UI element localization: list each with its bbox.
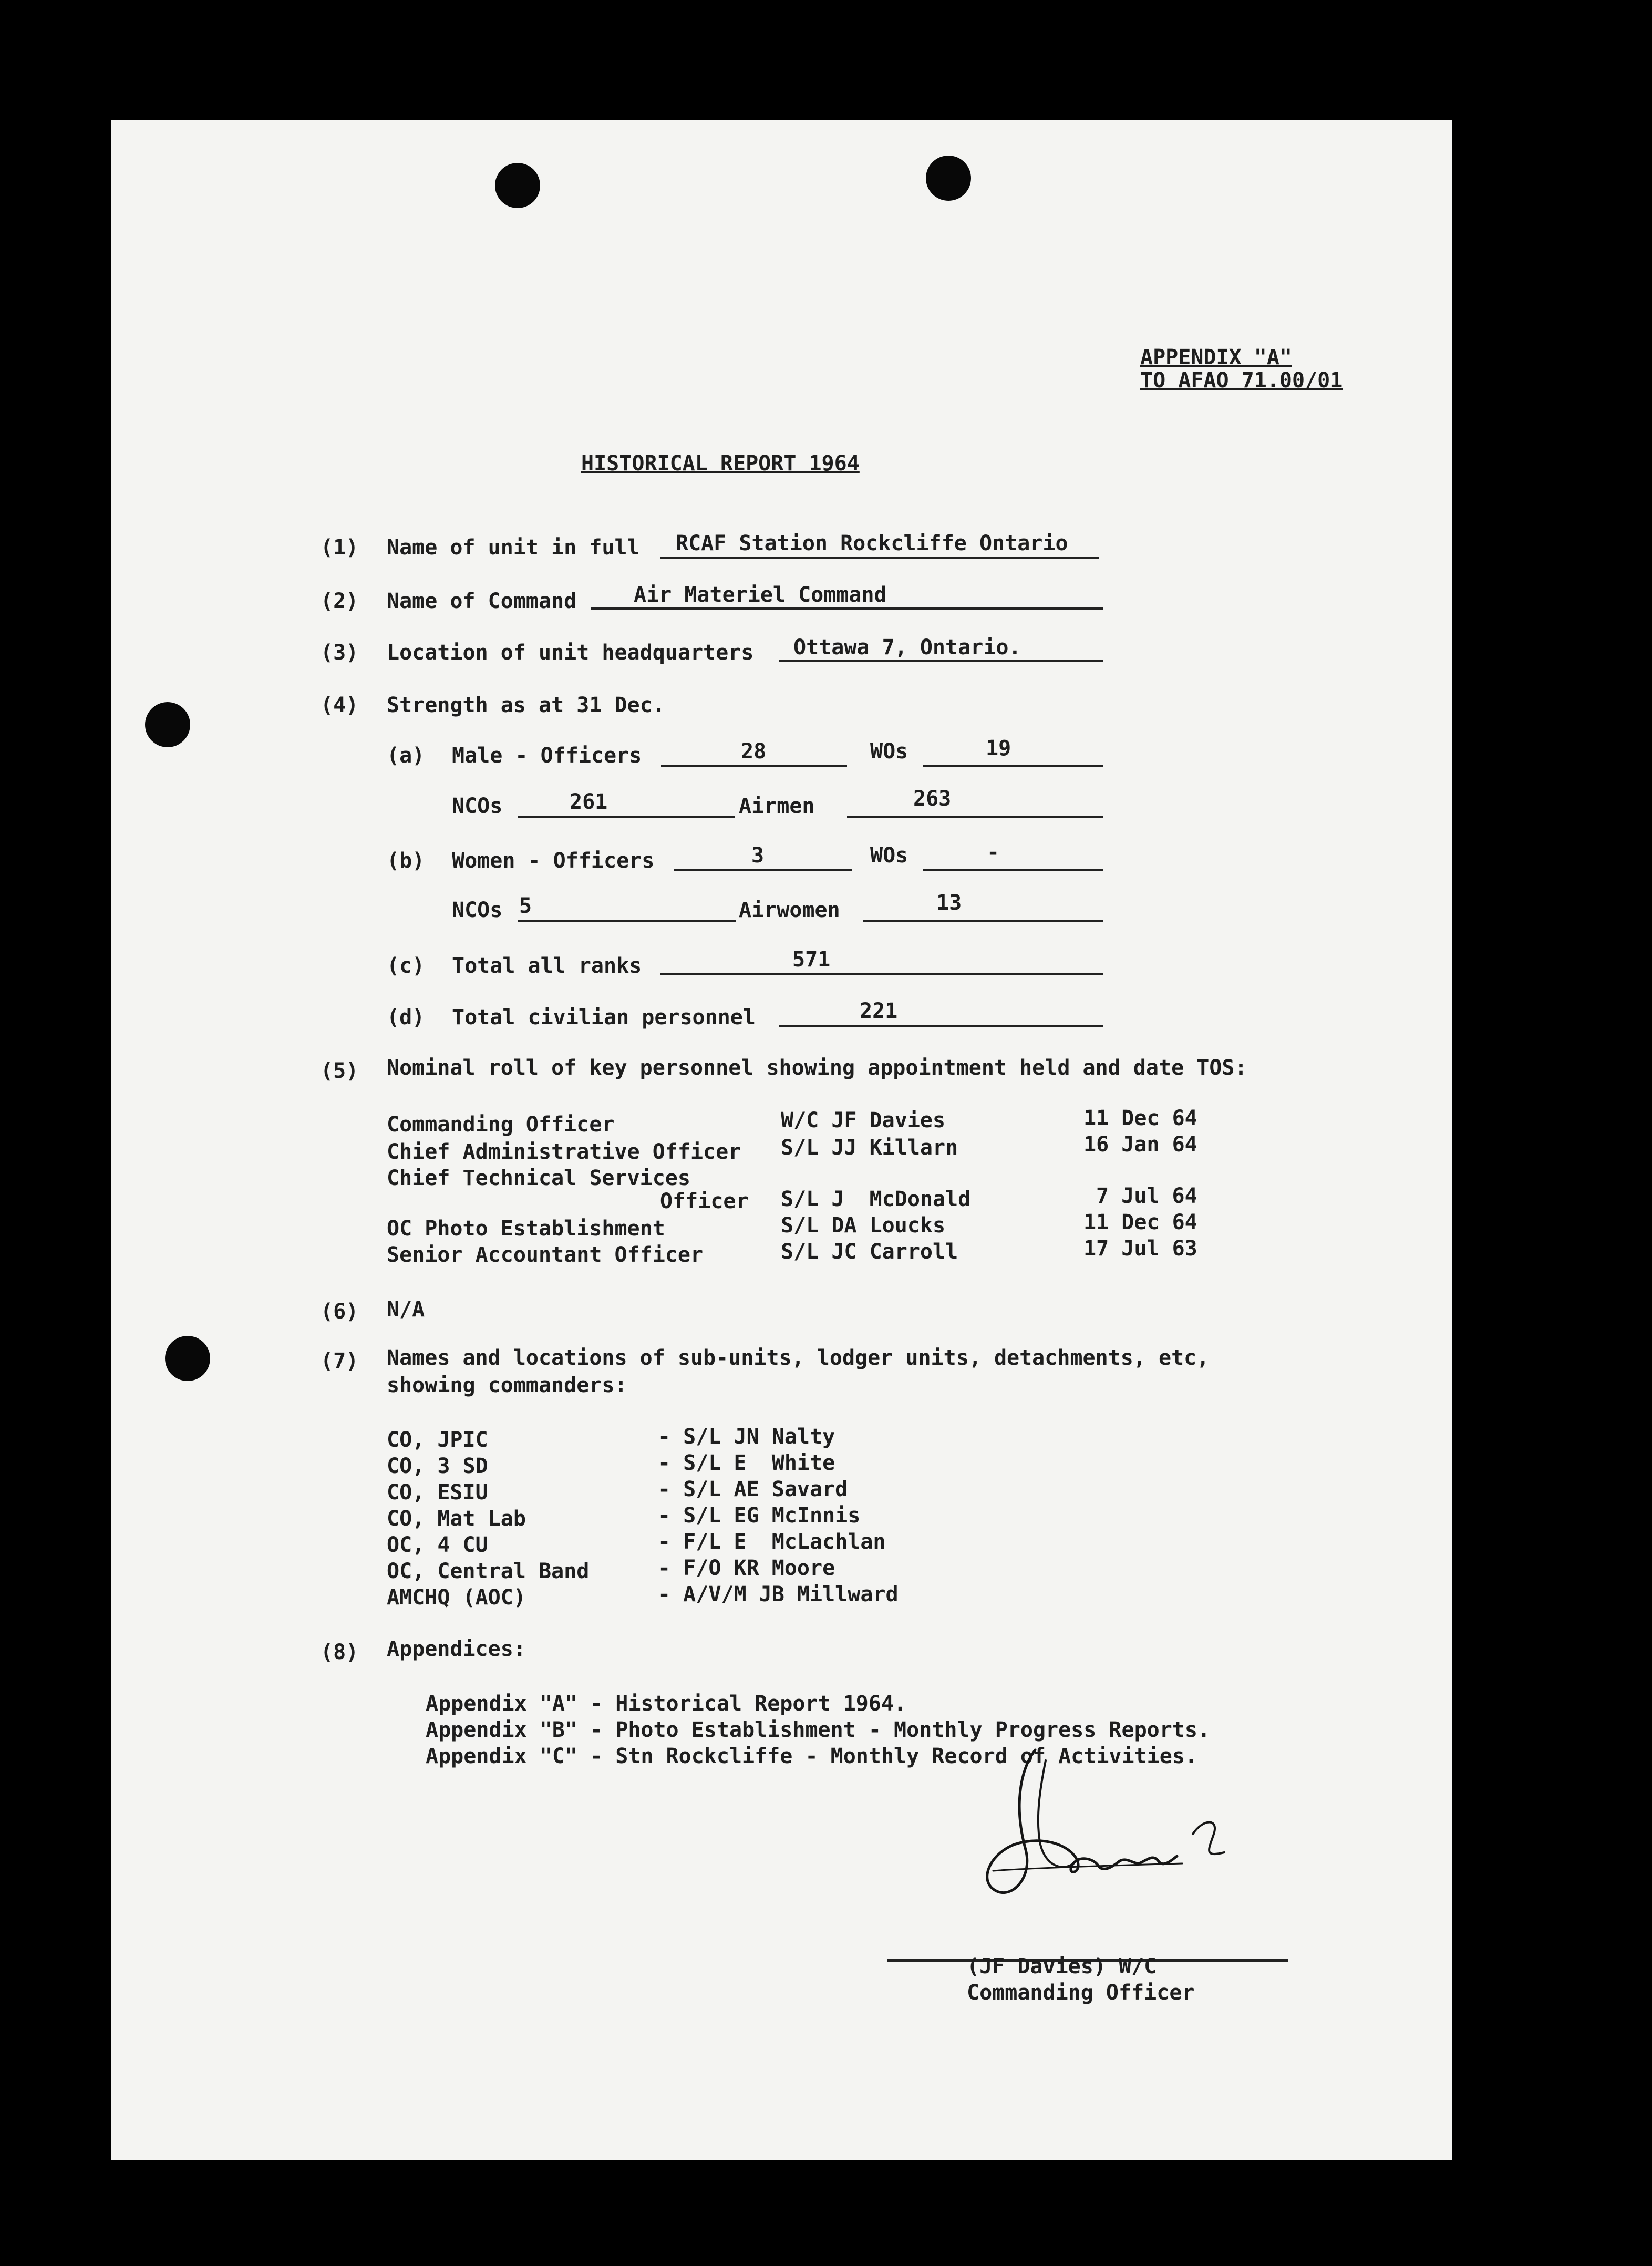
- field-underline: [518, 816, 735, 818]
- sub-item-label: (c): [387, 954, 425, 978]
- sub-unit-commander: - F/O KR Moore: [658, 1556, 835, 1580]
- handwritten-signature: [888, 1739, 1298, 1913]
- field-underline: [863, 920, 1103, 922]
- appointment-label: Chief Technical Services: [387, 1166, 690, 1190]
- appointment-label: OC Photo Establishment: [387, 1217, 665, 1241]
- item-number: (4): [321, 693, 359, 717]
- signatory-name: (JF Davies) W/C: [967, 1954, 1157, 1979]
- appendix-reference: TO AFAO 71.00/01: [1140, 368, 1343, 393]
- field-label: Total all ranks: [452, 954, 642, 978]
- sub-unit: AMCHQ (AOC): [387, 1585, 526, 1610]
- field-underline: [923, 869, 1103, 871]
- field-label: Name of unit in full: [387, 535, 640, 560]
- women-officers-value: 3: [751, 843, 765, 868]
- sub-unit: CO, Mat Lab: [387, 1507, 526, 1531]
- sub-unit: CO, JPIC: [387, 1428, 488, 1452]
- male-officers-value: 28: [741, 739, 767, 764]
- civilian-personnel-value: 221: [860, 999, 898, 1023]
- appointment-label: Commanding Officer: [387, 1113, 615, 1137]
- punch-hole: [165, 1336, 210, 1381]
- sub-unit: OC, Central Band: [387, 1559, 590, 1583]
- item-number: (6): [321, 1300, 359, 1324]
- field-underline: [779, 660, 1103, 662]
- field-label: WOs: [870, 843, 908, 868]
- location-value: Ottawa 7, Ontario.: [793, 635, 1021, 660]
- field-label: Women - Officers: [452, 849, 655, 873]
- field-label: Nominal roll of key personnel showing appointment held and date TOS:: [387, 1056, 1247, 1080]
- field-label: NCOs: [452, 898, 503, 922]
- report-title: HISTORICAL REPORT 1964: [581, 451, 860, 476]
- punch-hole: [495, 163, 540, 208]
- field-label: Strength as at 31 Dec.: [387, 693, 665, 717]
- punch-hole: [926, 156, 971, 201]
- item-number: (2): [321, 589, 359, 613]
- field-label: Appendices:: [387, 1637, 526, 1661]
- field-label: Location of unit headquarters: [387, 641, 754, 665]
- sub-unit-commander: - S/L E White: [658, 1451, 835, 1475]
- field-underline: [660, 557, 1099, 559]
- women-wos-value: -: [987, 840, 1000, 864]
- field-label: WOs: [870, 739, 908, 764]
- appendix-reference: APPENDIX "A": [1140, 345, 1292, 369]
- command-value: Air Materiel Command: [634, 583, 887, 607]
- sub-item-label: (a): [387, 744, 425, 768]
- unit-name-value: RCAF Station Rockcliffe Ontario: [676, 531, 1068, 555]
- item-number: (8): [321, 1640, 359, 1664]
- item-number: (3): [321, 641, 359, 665]
- sub-unit-commander: - S/L JN Nalty: [658, 1425, 835, 1449]
- field-underline: [674, 869, 852, 871]
- tos-date: 17 Jul 63: [1083, 1237, 1197, 1261]
- field-label: Airwomen: [739, 898, 840, 922]
- field-underline: [518, 920, 736, 922]
- sub-unit-commander: - A/V/M JB Millward: [658, 1582, 899, 1606]
- item-number: (1): [321, 535, 359, 560]
- appendix-item: Appendix "B" - Photo Establishment - Monthly Progress Reports.: [426, 1718, 1211, 1742]
- personnel-name: W/C JF Davies: [781, 1108, 946, 1132]
- sub-unit-commander: - S/L AE Savard: [658, 1477, 848, 1501]
- item-number: (5): [321, 1059, 359, 1083]
- field-label: Names and locations of sub-units, lodger units, detachments, etc,: [387, 1346, 1210, 1370]
- male-wos-value: 19: [986, 736, 1011, 760]
- tos-date: 7 Jul 64: [1096, 1184, 1197, 1208]
- field-underline: [847, 816, 1103, 818]
- field-underline: [661, 765, 847, 767]
- sub-unit: CO, ESIU: [387, 1480, 488, 1505]
- item-number: (7): [321, 1349, 359, 1373]
- appointment-label: Senior Accountant Officer: [387, 1243, 704, 1267]
- sub-unit: CO, 3 SD: [387, 1454, 488, 1478]
- tos-date: 11 Dec 64: [1083, 1106, 1197, 1130]
- field-label: Name of Command: [387, 589, 577, 613]
- field-underline: [591, 607, 1103, 610]
- sub-item-label: (d): [387, 1005, 425, 1029]
- airmen-value: 263: [913, 787, 952, 811]
- appointment-label: Officer: [660, 1189, 749, 1213]
- personnel-name: S/L JC Carroll: [781, 1240, 958, 1264]
- field-label: Total civilian personnel: [452, 1005, 756, 1029]
- field-label: Male - Officers: [452, 744, 642, 768]
- punch-hole: [145, 702, 190, 747]
- personnel-name: S/L JJ Killarn: [781, 1136, 958, 1160]
- sub-unit-commander: - S/L EG McInnis: [658, 1503, 861, 1528]
- field-label: NCOs: [452, 794, 503, 818]
- women-ncos-value: 5: [519, 894, 532, 918]
- personnel-name: S/L DA Loucks: [781, 1213, 946, 1238]
- appendix-item: Appendix "A" - Historical Report 1964.: [426, 1692, 907, 1716]
- sub-item-label: (b): [387, 849, 425, 873]
- appendix-item: Appendix "C" - Stn Rockcliffe - Monthly Record of Activities.: [426, 1744, 1198, 1768]
- field-value: N/A: [387, 1297, 425, 1322]
- sub-unit-commander: - F/L E McLachlan: [658, 1530, 886, 1554]
- signatory-title: Commanding Officer: [967, 1981, 1195, 2005]
- tos-date: 16 Jan 64: [1083, 1132, 1197, 1157]
- tos-date: 11 Dec 64: [1083, 1210, 1197, 1234]
- field-underline: [779, 1025, 1103, 1027]
- airwomen-value: 13: [936, 891, 962, 915]
- male-ncos-value: 261: [570, 790, 608, 814]
- field-underline: [923, 765, 1103, 767]
- field-underline: [660, 973, 1103, 975]
- appointment-label: Chief Administrative Officer: [387, 1140, 741, 1164]
- total-ranks-value: 571: [792, 947, 831, 972]
- sub-unit: OC, 4 CU: [387, 1533, 488, 1557]
- personnel-name: S/L J McDonald: [781, 1187, 971, 1211]
- field-label: Airmen: [739, 794, 815, 818]
- field-label: showing commanders:: [387, 1373, 627, 1397]
